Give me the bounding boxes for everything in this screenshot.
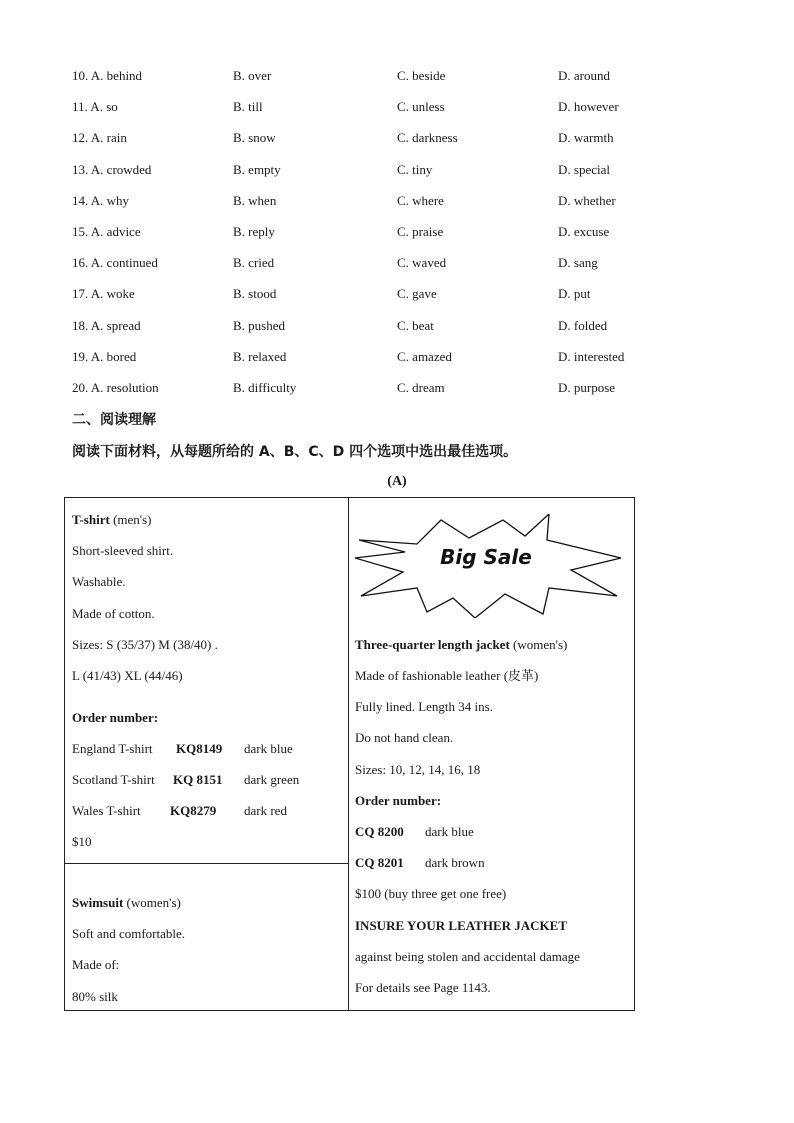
tshirt-sizes-1: Sizes: S (35/37) M (38/40) . xyxy=(72,637,218,652)
option-d: D. however xyxy=(558,99,619,115)
jacket-title-note: (women's) xyxy=(509,637,568,652)
question-row xyxy=(72,316,712,347)
tshirt-row-color: dark blue xyxy=(244,741,293,756)
jacket-insure-note: against being stolen and accidental damage xyxy=(355,949,580,964)
option-b: B. reply xyxy=(233,223,275,239)
option-c: C. beat xyxy=(397,317,434,333)
question-row xyxy=(72,66,712,97)
option-c: C. darkness xyxy=(397,130,458,146)
option-b: B. cried xyxy=(233,255,275,271)
ad-table xyxy=(64,497,635,1011)
option-d: D. purpose xyxy=(558,379,616,395)
question-row xyxy=(72,347,712,378)
tshirt-desc-2: Washable. xyxy=(72,574,126,589)
option-c: C. amazed xyxy=(397,348,452,364)
swimsuit-title-line xyxy=(72,893,181,913)
option-b: B. empty xyxy=(233,161,281,177)
section-heading: 二、阅读理解 xyxy=(72,412,156,428)
tshirt-row-name: Wales T-shirt xyxy=(72,803,141,818)
jacket-order-label: Order number: xyxy=(355,793,442,808)
jacket-desc-1: Made of fashionable leather (皮革) xyxy=(355,668,539,683)
option-b: B. pushed xyxy=(233,317,285,333)
option-c: C. where xyxy=(397,192,444,208)
question-row xyxy=(72,253,712,284)
question-row xyxy=(72,160,712,191)
question-row xyxy=(72,378,712,409)
question-row xyxy=(72,284,712,315)
tshirt-row-code: KQ8279 xyxy=(170,803,217,818)
tshirt-title-note: (men's) xyxy=(109,512,152,527)
tshirt-row-code: KQ 8151 xyxy=(173,772,223,787)
swimsuit-title-note: (women's) xyxy=(123,895,181,910)
option-c: C. beside xyxy=(397,68,446,83)
option-b: B. snow xyxy=(233,130,276,146)
tshirt-desc-3: Made of cotton. xyxy=(72,606,155,621)
option-a: 16. A. continued xyxy=(72,255,158,271)
option-a: 10. A. behind xyxy=(72,68,143,83)
jacket-details: For details see Page 1143. xyxy=(355,980,491,995)
option-d: D. whether xyxy=(558,192,616,208)
tshirt-price: $10 xyxy=(72,834,92,849)
tshirt-row-code: KQ8149 xyxy=(176,741,223,756)
option-b: B. relaxed xyxy=(233,348,287,364)
row-divider xyxy=(65,863,348,864)
option-a: 11. A. so xyxy=(72,99,118,115)
option-c: C. praise xyxy=(397,223,444,239)
option-d: D. put xyxy=(558,286,591,302)
question-row xyxy=(72,97,712,128)
option-a: 13. A. crowded xyxy=(72,161,152,177)
option-b: B. when xyxy=(233,192,277,208)
passage-label: (A) xyxy=(387,474,407,489)
option-b: B. stood xyxy=(233,286,277,302)
question-row xyxy=(72,222,712,253)
jacket-row-code: CQ 8201 xyxy=(355,855,404,870)
jacket-price: $100 (buy three get one free) xyxy=(355,886,507,901)
jacket-row-code: CQ 8200 xyxy=(355,824,404,839)
options-list xyxy=(72,66,712,409)
option-a: 15. A. advice xyxy=(72,223,141,239)
option-b: B. difficulty xyxy=(233,379,297,395)
jacket-title: Three-quarter length jacket xyxy=(355,637,510,652)
option-c: C. waved xyxy=(397,255,447,271)
tshirt-row-color: dark red xyxy=(244,803,287,818)
option-d: D. around xyxy=(558,68,610,83)
jacket-desc-2: Fully lined. Length 34 ins. xyxy=(355,699,493,714)
tshirt-row-color: dark green xyxy=(244,772,300,787)
option-a: 18. A. spread xyxy=(72,317,141,333)
tshirt-row-name: Scotland T-shirt xyxy=(72,772,155,787)
tshirt-sizes-2: L (41/43) XL (44/46) xyxy=(72,668,183,683)
jacket-sizes: Sizes: 10, 12, 14, 16, 18 xyxy=(355,762,481,777)
swimsuit-desc-2: Made of: xyxy=(72,957,120,972)
option-d: D. interested xyxy=(558,348,625,364)
option-c: C. gave xyxy=(397,286,437,302)
option-d: D. warmth xyxy=(558,130,614,146)
option-a: 20. A. resolution xyxy=(72,379,159,395)
option-b: B. till xyxy=(233,99,263,115)
option-d: D. folded xyxy=(558,317,608,333)
tshirt-order-label: Order number: xyxy=(72,710,159,725)
option-a: 12. A. rain xyxy=(72,130,127,146)
option-a: 14. A. why xyxy=(72,192,130,208)
tshirt-title: T-shirt xyxy=(72,512,110,527)
option-d: D. excuse xyxy=(558,223,610,239)
option-d: D. sang xyxy=(558,255,598,271)
option-a: 17. A. woke xyxy=(72,286,135,302)
column-divider xyxy=(348,498,349,1010)
tshirt-row-name: England T-shirt xyxy=(72,741,153,756)
swimsuit-desc-1: Soft and comfortable. xyxy=(72,926,185,941)
option-c: C. dream xyxy=(397,379,445,395)
jacket-row-color: dark brown xyxy=(425,855,485,870)
jacket-desc-3: Do not hand clean. xyxy=(355,730,454,745)
instruction-text: 阅读下面材料，从每题所给的 A、B、C、D 四个选项中选出最佳选项。 xyxy=(72,444,518,460)
swimsuit-title: Swimsuit xyxy=(72,895,124,910)
option-c: C. unless xyxy=(397,99,445,115)
big-sale-text: Big Sale xyxy=(440,545,532,569)
tshirt-desc-1: Short-sleeved shirt. xyxy=(72,543,174,558)
option-d: D. special xyxy=(558,161,610,177)
jacket-row-color: dark blue xyxy=(425,824,474,839)
option-b: B. over xyxy=(233,68,272,83)
question-row xyxy=(72,128,712,159)
swimsuit-desc-3: 80% silk xyxy=(72,989,118,1004)
jacket-title-line xyxy=(355,635,567,655)
option-c: C. tiny xyxy=(397,161,433,177)
question-row xyxy=(72,191,712,222)
tshirt-title-line xyxy=(72,510,152,530)
jacket-insure: INSURE YOUR LEATHER JACKET xyxy=(355,918,568,933)
option-a: 19. A. bored xyxy=(72,348,137,364)
